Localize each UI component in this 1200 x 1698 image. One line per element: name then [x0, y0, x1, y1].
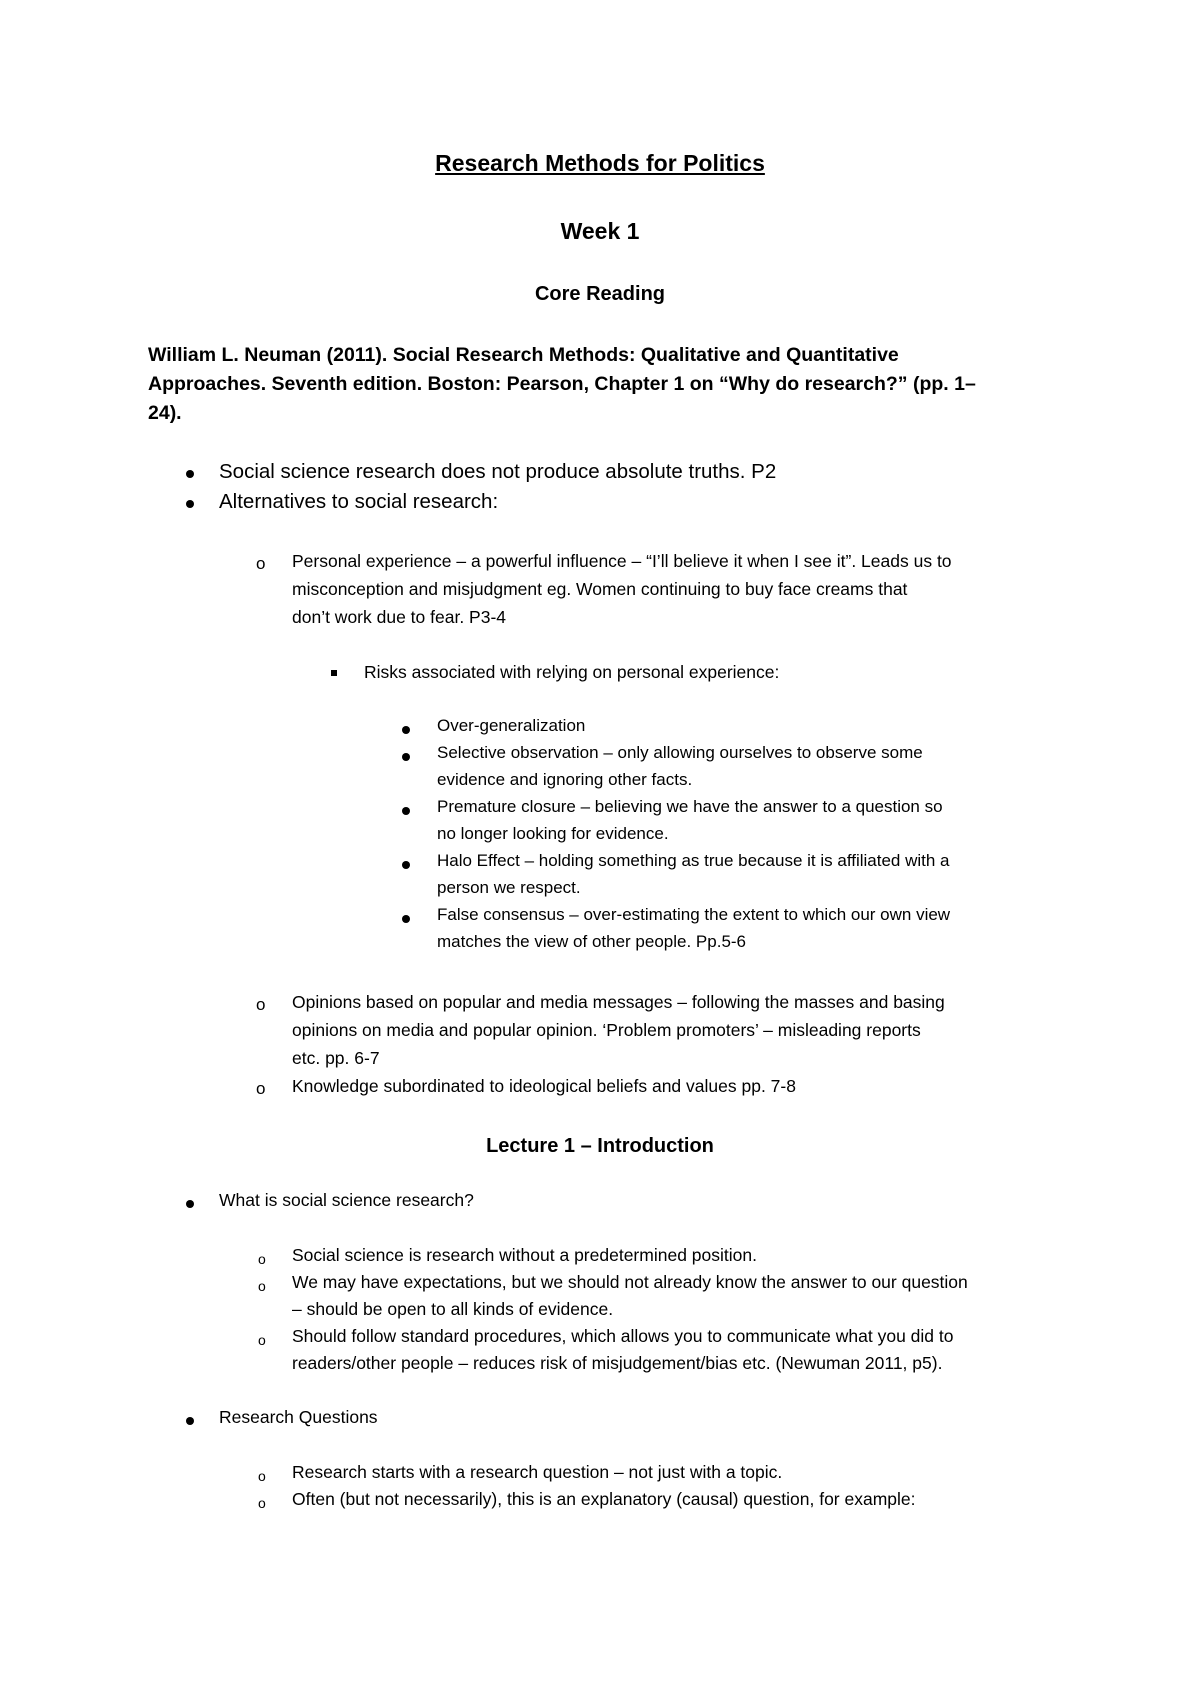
bullet-icon	[402, 807, 410, 815]
list-item-line: etc. pp. 6-7	[292, 1048, 380, 1068]
list-item-line: Personal experience – a powerful influence – “I’ll believe it when I see it”. Leads us to	[292, 551, 952, 571]
circle-bullet-icon: o	[258, 1332, 266, 1348]
risks-heading: Risks associated with relying on personal experience:	[364, 662, 780, 682]
list-item-line: Should follow standard procedures, which allows you to communicate what you did to	[292, 1326, 954, 1346]
list-item-line: don’t work due to fear. P3-4	[292, 607, 507, 627]
list-item-line: Selective observation – only allowing ourselves to observe some	[437, 743, 923, 762]
circle-bullet-icon: o	[258, 1468, 266, 1484]
circle-bullet-icon: o	[258, 1495, 266, 1511]
list-item: Social science research does not produce absolute truths. P2	[219, 460, 777, 483]
reference-line: 24).	[148, 402, 182, 424]
list-item-line: evidence and ignoring other facts.	[437, 770, 693, 789]
bullet-icon	[402, 861, 410, 869]
list-item-line: We may have expectations, but we should not already know the answer to our question	[292, 1272, 968, 1292]
list-item: Over-generalization	[437, 716, 586, 735]
list-item-line: readers/other people – reduces risk of misjudgement/bias etc. (Newuman 2011, p5).	[292, 1353, 943, 1373]
week-heading: Week 1	[560, 218, 640, 244]
bullet-icon	[186, 1200, 194, 1208]
list-item-line: Premature closure – believing we have the answer to a question so	[437, 797, 943, 816]
list-item-line: matches the view of other people. Pp.5-6	[437, 932, 747, 951]
square-bullet-icon	[331, 670, 337, 676]
list-item: Research Questions	[219, 1407, 378, 1427]
list-item-line: Halo Effect – holding something as true because it is affiliated with a	[437, 851, 950, 870]
bullet-icon	[186, 500, 194, 508]
list-item-line: – should be open to all kinds of evidence.	[292, 1299, 614, 1319]
bullet-icon	[402, 915, 410, 923]
reference-line: William L. Neuman (2011). Social Research Methods: Qualitative and Quantitative	[148, 344, 899, 366]
circle-bullet-icon: o	[258, 1251, 266, 1267]
list-item-line: misconception and misjudgment eg. Women continuing to buy face creams that	[292, 579, 908, 599]
bullet-icon	[402, 753, 410, 761]
bullet-icon	[402, 726, 410, 734]
list-item-line: Opinions based on popular and media messages – following the masses and basing	[292, 992, 945, 1012]
list-item-line: no longer looking for evidence.	[437, 824, 669, 843]
bullet-icon	[186, 470, 194, 478]
lecture-heading: Lecture 1 – Introduction	[486, 1135, 714, 1157]
list-item: Often (but not necessarily), this is an explanatory (causal) question, for example:	[292, 1489, 916, 1509]
list-item-line: person we respect.	[437, 878, 581, 897]
list-item: What is social science research?	[219, 1190, 474, 1210]
list-item: Alternatives to social research:	[219, 490, 499, 513]
circle-bullet-icon: o	[256, 554, 266, 573]
bullet-icon	[186, 1417, 194, 1425]
document-title: Research Methods for Politics	[435, 150, 765, 176]
core-reading-heading: Core Reading	[534, 283, 666, 305]
circle-bullet-icon: o	[256, 995, 266, 1014]
reference-line: Approaches. Seventh edition. Boston: Pearson, Chapter 1 on “Why do research?” (pp. 1–	[148, 373, 976, 395]
list-item: Social science is research without a predetermined position.	[292, 1245, 757, 1265]
circle-bullet-icon: o	[256, 1079, 266, 1098]
list-item-line: opinions on media and popular opinion. ‘Problem promoters’ – misleading reports	[292, 1020, 921, 1040]
list-item: Knowledge subordinated to ideological beliefs and values pp. 7-8	[292, 1076, 796, 1096]
circle-bullet-icon: o	[258, 1278, 266, 1294]
list-item: Research starts with a research question – not just with a topic.	[292, 1462, 783, 1482]
list-item-line: False consensus – over-estimating the extent to which our own view	[437, 905, 951, 924]
